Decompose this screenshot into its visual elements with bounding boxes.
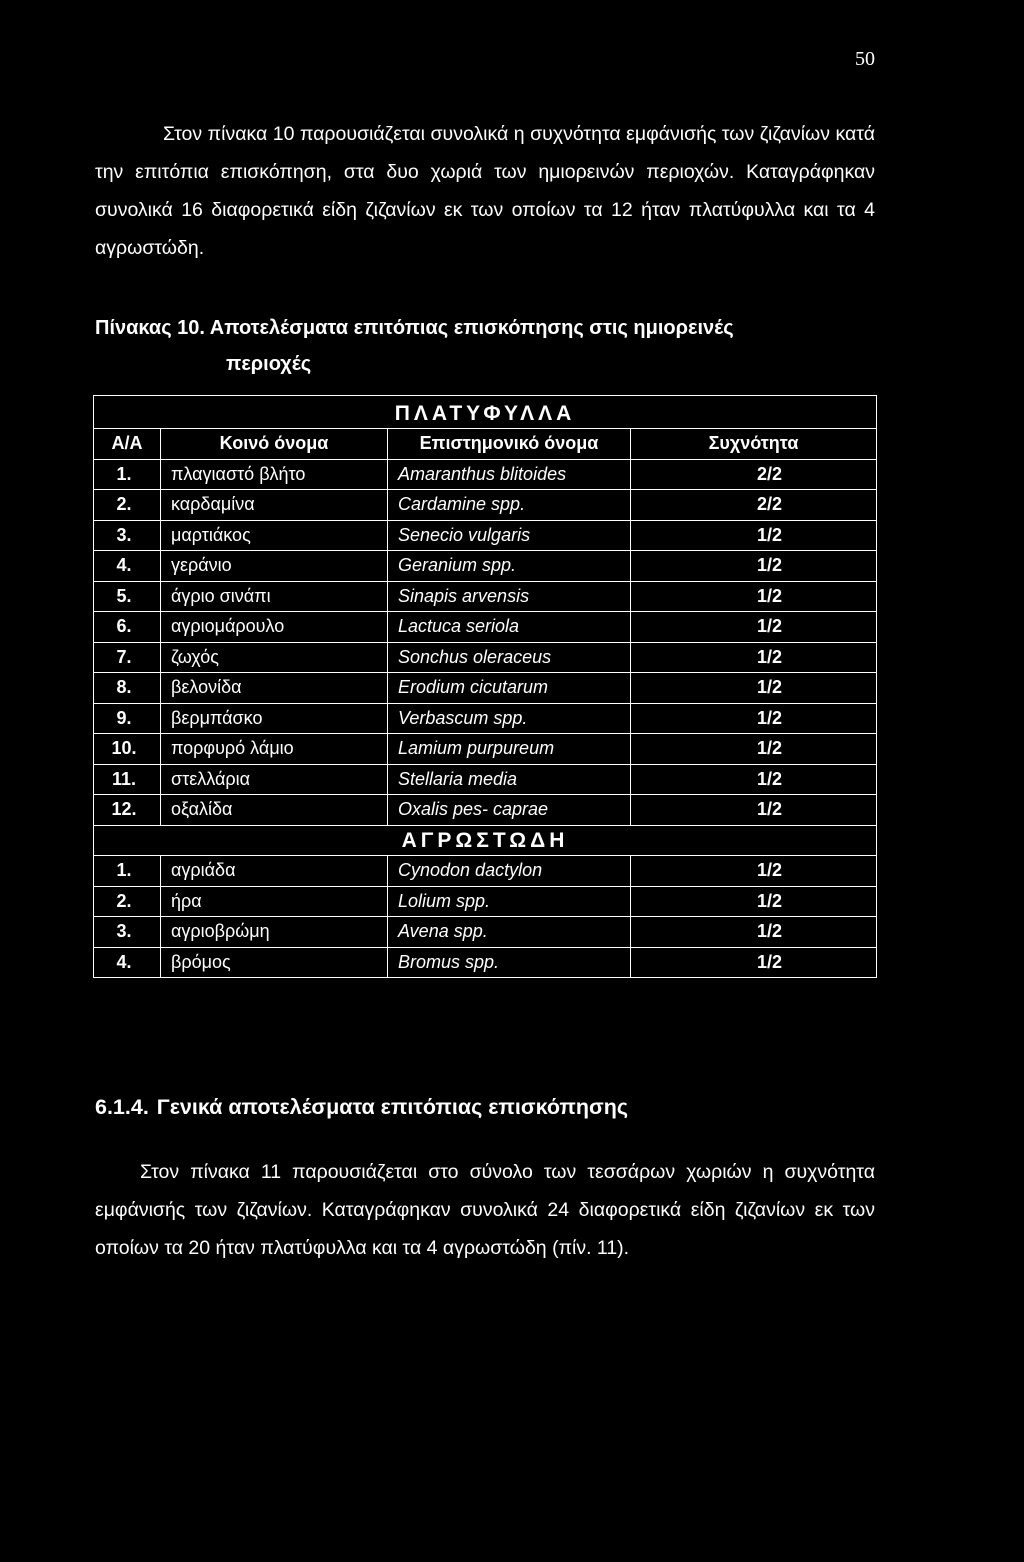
frequency-cell: 1/2 [631,673,877,704]
scientific-name-cell: Sonchus oleraceus [388,642,631,673]
scientific-name-cell: Cynodon dactylon [388,856,631,887]
frequency-cell: 1/2 [631,612,877,643]
row-number: 9. [94,703,161,734]
table-row [94,764,877,795]
table-row [94,459,877,490]
weed-frequency-table [93,395,877,978]
frequency-cell: 1/2 [631,917,877,948]
table-row [94,917,877,948]
closing-paragraph: Στον πίνακα 11 παρουσιάζεται στο σύνολο των τεσσάρων χωριών η συχνότητα εμφάνισής των ζιζανίων. Καταγράφηκαν συνολικά 24 διαφορετικά είδη ζιζανίων εκ των οποίων τα 20 ήταν πλατύφυλλα και τα 4 αγρωστώδη (πίν. 11). [95,1161,875,1259]
group-label-grass: ΑΓΡΩΣΤΩΔΗ [94,825,877,856]
header-scientific-name: Επιστημονικό όνομα [388,429,631,460]
scientific-name-cell: Cardamine spp. [388,490,631,521]
frequency-cell: 2/2 [631,459,877,490]
table-row [94,795,877,826]
table-header-row [94,429,877,460]
common-name-cell: βελονίδα [161,673,388,704]
common-name-cell: άγριο σινάπι [161,581,388,612]
table-row [94,886,877,917]
table-row [94,703,877,734]
section-title: Γενικά αποτελέσματα επιτόπιας επισκόπησης [156,1095,629,1119]
common-name-cell: πλαγιαστό βλήτο [161,459,388,490]
common-name-cell: γεράνιο [161,551,388,582]
common-name-cell: βερμπάσκο [161,703,388,734]
section-number: 6.1.4. [95,1095,149,1119]
table-row [94,490,877,521]
table-caption-line-1: Πίνακας 10. Αποτελέσματα επιτόπιας επισκόπησης στις ημιορεινές [95,317,734,339]
table-row [94,581,877,612]
scientific-name-cell: Lamium purpureum [388,734,631,765]
frequency-cell: 1/2 [631,642,877,673]
frequency-cell: 1/2 [631,886,877,917]
row-number: 8. [94,673,161,704]
table-row [94,642,877,673]
row-number: 3. [94,520,161,551]
table-row [94,673,877,704]
row-number: 10. [94,734,161,765]
table-caption-line-2: περιοχές [226,353,312,375]
row-number: 4. [94,947,161,978]
group-row-grass [94,825,877,856]
common-name-cell: βρόμος [161,947,388,978]
section-heading [95,1090,875,1124]
common-name-cell: στελλάρια [161,764,388,795]
header-frequency: Συχνότητα [631,429,877,460]
frequency-cell: 1/2 [631,856,877,887]
frequency-cell: 1/2 [631,581,877,612]
frequency-cell: 2/2 [631,490,877,521]
frequency-cell: 1/2 [631,764,877,795]
frequency-cell: 1/2 [631,703,877,734]
table-row [94,551,877,582]
table-row [94,612,877,643]
frequency-cell: 1/2 [631,520,877,551]
row-number: 3. [94,917,161,948]
frequency-cell: 1/2 [631,947,877,978]
scientific-name-cell: Erodium cicutarum [388,673,631,704]
common-name-cell: οξαλίδα [161,795,388,826]
common-name-cell: αγριομάρουλο [161,612,388,643]
scientific-name-cell: Amaranthus blitoides [388,459,631,490]
common-name-cell: καρδαμίνα [161,490,388,521]
common-name-cell: αγριάδα [161,856,388,887]
row-number: 4. [94,551,161,582]
scientific-name-cell: Stellaria media [388,764,631,795]
page-number: 50 [855,48,875,70]
row-number: 11. [94,764,161,795]
scientific-name-cell: Avena spp. [388,917,631,948]
common-name-cell: πορφυρό λάμιο [161,734,388,765]
frequency-cell: 1/2 [631,734,877,765]
scientific-name-cell: Verbascum spp. [388,703,631,734]
scientific-name-cell: Sinapis arvensis [388,581,631,612]
scientific-name-cell: Bromus spp. [388,947,631,978]
common-name-cell: αγριοβρώμη [161,917,388,948]
header-num: Α/Α [94,429,161,460]
row-number: 2. [94,886,161,917]
row-number: 6. [94,612,161,643]
scientific-name-cell: Lactuca seriola [388,612,631,643]
row-number: 1. [94,856,161,887]
scientific-name-cell: Geranium spp. [388,551,631,582]
row-number: 2. [94,490,161,521]
row-number: 1. [94,459,161,490]
scientific-name-cell: Oxalis pes- caprae [388,795,631,826]
table-row [94,520,877,551]
group-label-broadleaf: ΠΛΑΤΥΦΥΛΛΑ [94,396,877,429]
scientific-name-cell: Senecio vulgaris [388,520,631,551]
intro-paragraph: Στον πίνακα 10 παρουσιάζεται συνολικά η συχνότητα εμφάνισής των ζιζανίων κατά την επιτόπια επισκόπηση, στα δυο χωριά των ημιορεινών περιοχών. Καταγράφηκαν συνολικά 16 διαφορετικά είδη ζιζανίων εκ των οποίων τα 12 ήταν πλατύφυλλα και τα 4 αγρωστώδη. [95,123,875,259]
common-name-cell: μαρτιάκος [161,520,388,551]
scientific-name-cell: Lolium spp. [388,886,631,917]
row-number: 5. [94,581,161,612]
common-name-cell: ήρα [161,886,388,917]
table-caption [95,310,875,382]
frequency-cell: 1/2 [631,551,877,582]
row-number: 7. [94,642,161,673]
table-row [94,856,877,887]
header-common-name: Κοινό όνομα [161,429,388,460]
row-number: 12. [94,795,161,826]
common-name-cell: ζωχός [161,642,388,673]
table-row [94,947,877,978]
frequency-cell: 1/2 [631,795,877,826]
group-row-broadleaf [94,396,877,429]
table-row [94,734,877,765]
